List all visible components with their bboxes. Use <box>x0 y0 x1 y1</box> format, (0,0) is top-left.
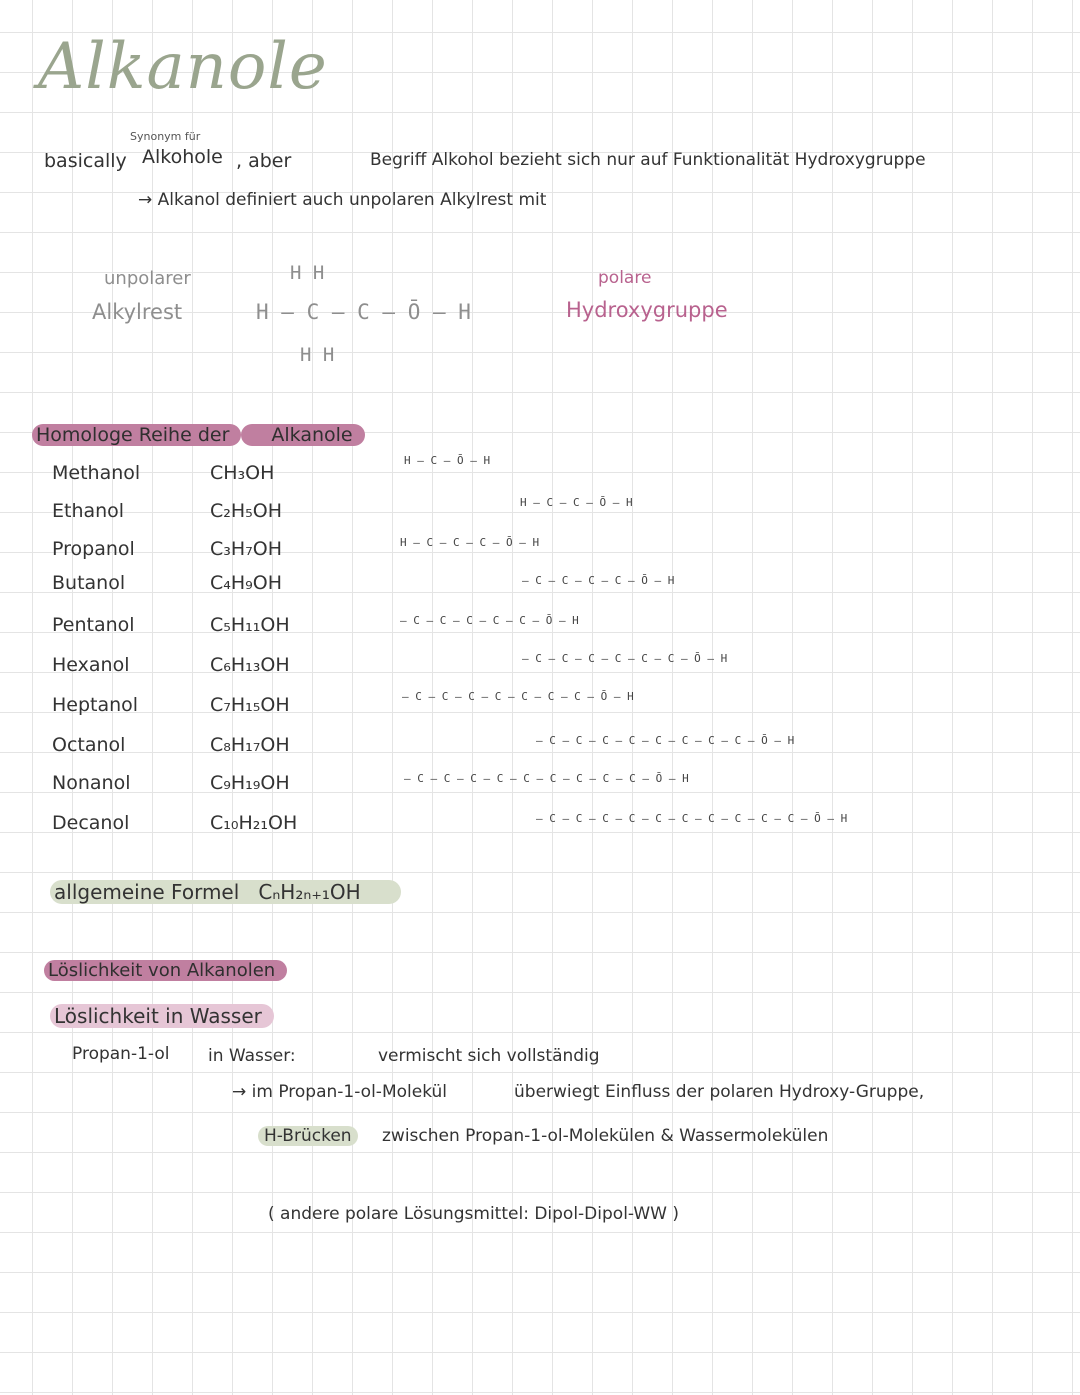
list-item: Decanol <box>52 812 130 834</box>
list-item: C₄H₉OH <box>210 572 283 594</box>
structure-sketch: H – C – C – C – Ō – H <box>400 536 540 549</box>
structure-sketch: – C – C – C – C – C – C – Ō – H <box>522 652 728 665</box>
general-formula-label: allgemeine Formel <box>54 880 240 904</box>
solubility-h-bridges-text: H-Brücken <box>258 1126 358 1146</box>
list-item: C₅H₁₁OH <box>210 614 290 636</box>
structure-sketch: – C – C – C – C – C – C – C – Ō – H <box>402 690 634 703</box>
solubility-h-bridges <box>258 1126 358 1146</box>
structure-middle: H – C – C – Ō – H <box>256 300 471 324</box>
structure-sketch: – C – C – C – C – C – C – C – C – C – Ō – H <box>404 772 689 785</box>
solubility-line3b: zwischen Propan-1-ol-Molekülen & Wassermolekülen <box>382 1126 829 1146</box>
list-item: C₇H₁₅OH <box>210 694 290 716</box>
homolog-heading-b: Alkanole <box>241 424 364 446</box>
list-item: C₉H₁₉OH <box>210 772 290 794</box>
solubility-heading <box>44 960 287 981</box>
solubility-in-water: in Wasser: <box>208 1046 296 1066</box>
list-item: C₁₀H₂₁OH <box>210 812 298 834</box>
intro-basically: basically <box>44 150 127 172</box>
homolog-heading-a: Homologe Reihe der <box>32 424 241 446</box>
solubility-note: ( andere polare Lösungsmittel: Dipol-Dipol-WW ) <box>268 1204 680 1224</box>
structure-sketch: H – C – C – Ō – H <box>520 496 633 509</box>
list-item: Hexanol <box>52 654 130 676</box>
polar-label-2: Hydroxygruppe <box>566 298 728 322</box>
list-item: Ethanol <box>52 500 125 522</box>
unpolar-label-2: Alkylrest <box>92 300 183 324</box>
structure-top: H H <box>290 262 325 284</box>
list-item: C₆H₁₃OH <box>210 654 290 676</box>
general-formula-value: CₙH₂ₙ₊₁OH <box>258 880 361 904</box>
structure-sketch: – C – C – C – C – C – C – C – C – C – C – Ō – H <box>536 812 848 825</box>
list-item: Nonanol <box>52 772 131 794</box>
structure-sketch: – C – C – C – C – C – C – C – C – Ō – H <box>536 734 795 747</box>
solubility-line2b: überwiegt Einfluss der polaren Hydroxy-Gruppe, <box>514 1082 925 1102</box>
list-item: Pentanol <box>52 614 135 636</box>
list-item: Butanol <box>52 572 126 594</box>
list-item: Propanol <box>52 538 135 560</box>
solubility-line2a: → im Propan-1-ol-Molekül <box>232 1082 448 1102</box>
general-formula-text <box>50 880 401 904</box>
list-item: C₂H₅OH <box>210 500 283 522</box>
solubility-subheading <box>50 1004 274 1028</box>
solubility-propanol: Propan-1-ol <box>72 1044 170 1064</box>
intro-alkohole: Alkohole <box>142 146 223 168</box>
structure-sketch: H – C – Ō – H <box>404 454 491 467</box>
list-item: Heptanol <box>52 694 139 716</box>
page-title: Alkanole <box>38 30 328 104</box>
intro-definition: Begriff Alkohol bezieht sich nur auf Funktionalität Hydroxygruppe <box>370 150 926 170</box>
structure-sketch: – C – C – C – C – Ō – H <box>522 574 675 587</box>
unpolar-label-1: unpolarer <box>104 268 191 289</box>
intro-aber: , aber <box>236 150 292 172</box>
list-item: Octanol <box>52 734 126 756</box>
homolog-heading <box>32 424 365 446</box>
intro-line2: → Alkanol definiert auch unpolaren Alkylrest mit <box>138 190 547 210</box>
structure-bottom: H H <box>300 344 335 366</box>
list-item: C₃H₇OH <box>210 538 283 560</box>
structure-sketch: – C – C – C – C – C – Ō – H <box>400 614 579 627</box>
solubility-result: vermischt sich vollständig <box>378 1046 600 1066</box>
synonym-note: Synonym für <box>130 130 201 143</box>
solubility-subheading-text: Löslichkeit in Wasser <box>50 1004 274 1028</box>
list-item: Methanol <box>52 462 141 484</box>
list-item: C₈H₁₇OH <box>210 734 290 756</box>
polar-label-1: polare <box>598 268 652 288</box>
solubility-heading-text: Löslichkeit von Alkanolen <box>44 960 287 981</box>
general-formula <box>50 880 401 904</box>
list-item: CH₃OH <box>210 462 275 484</box>
